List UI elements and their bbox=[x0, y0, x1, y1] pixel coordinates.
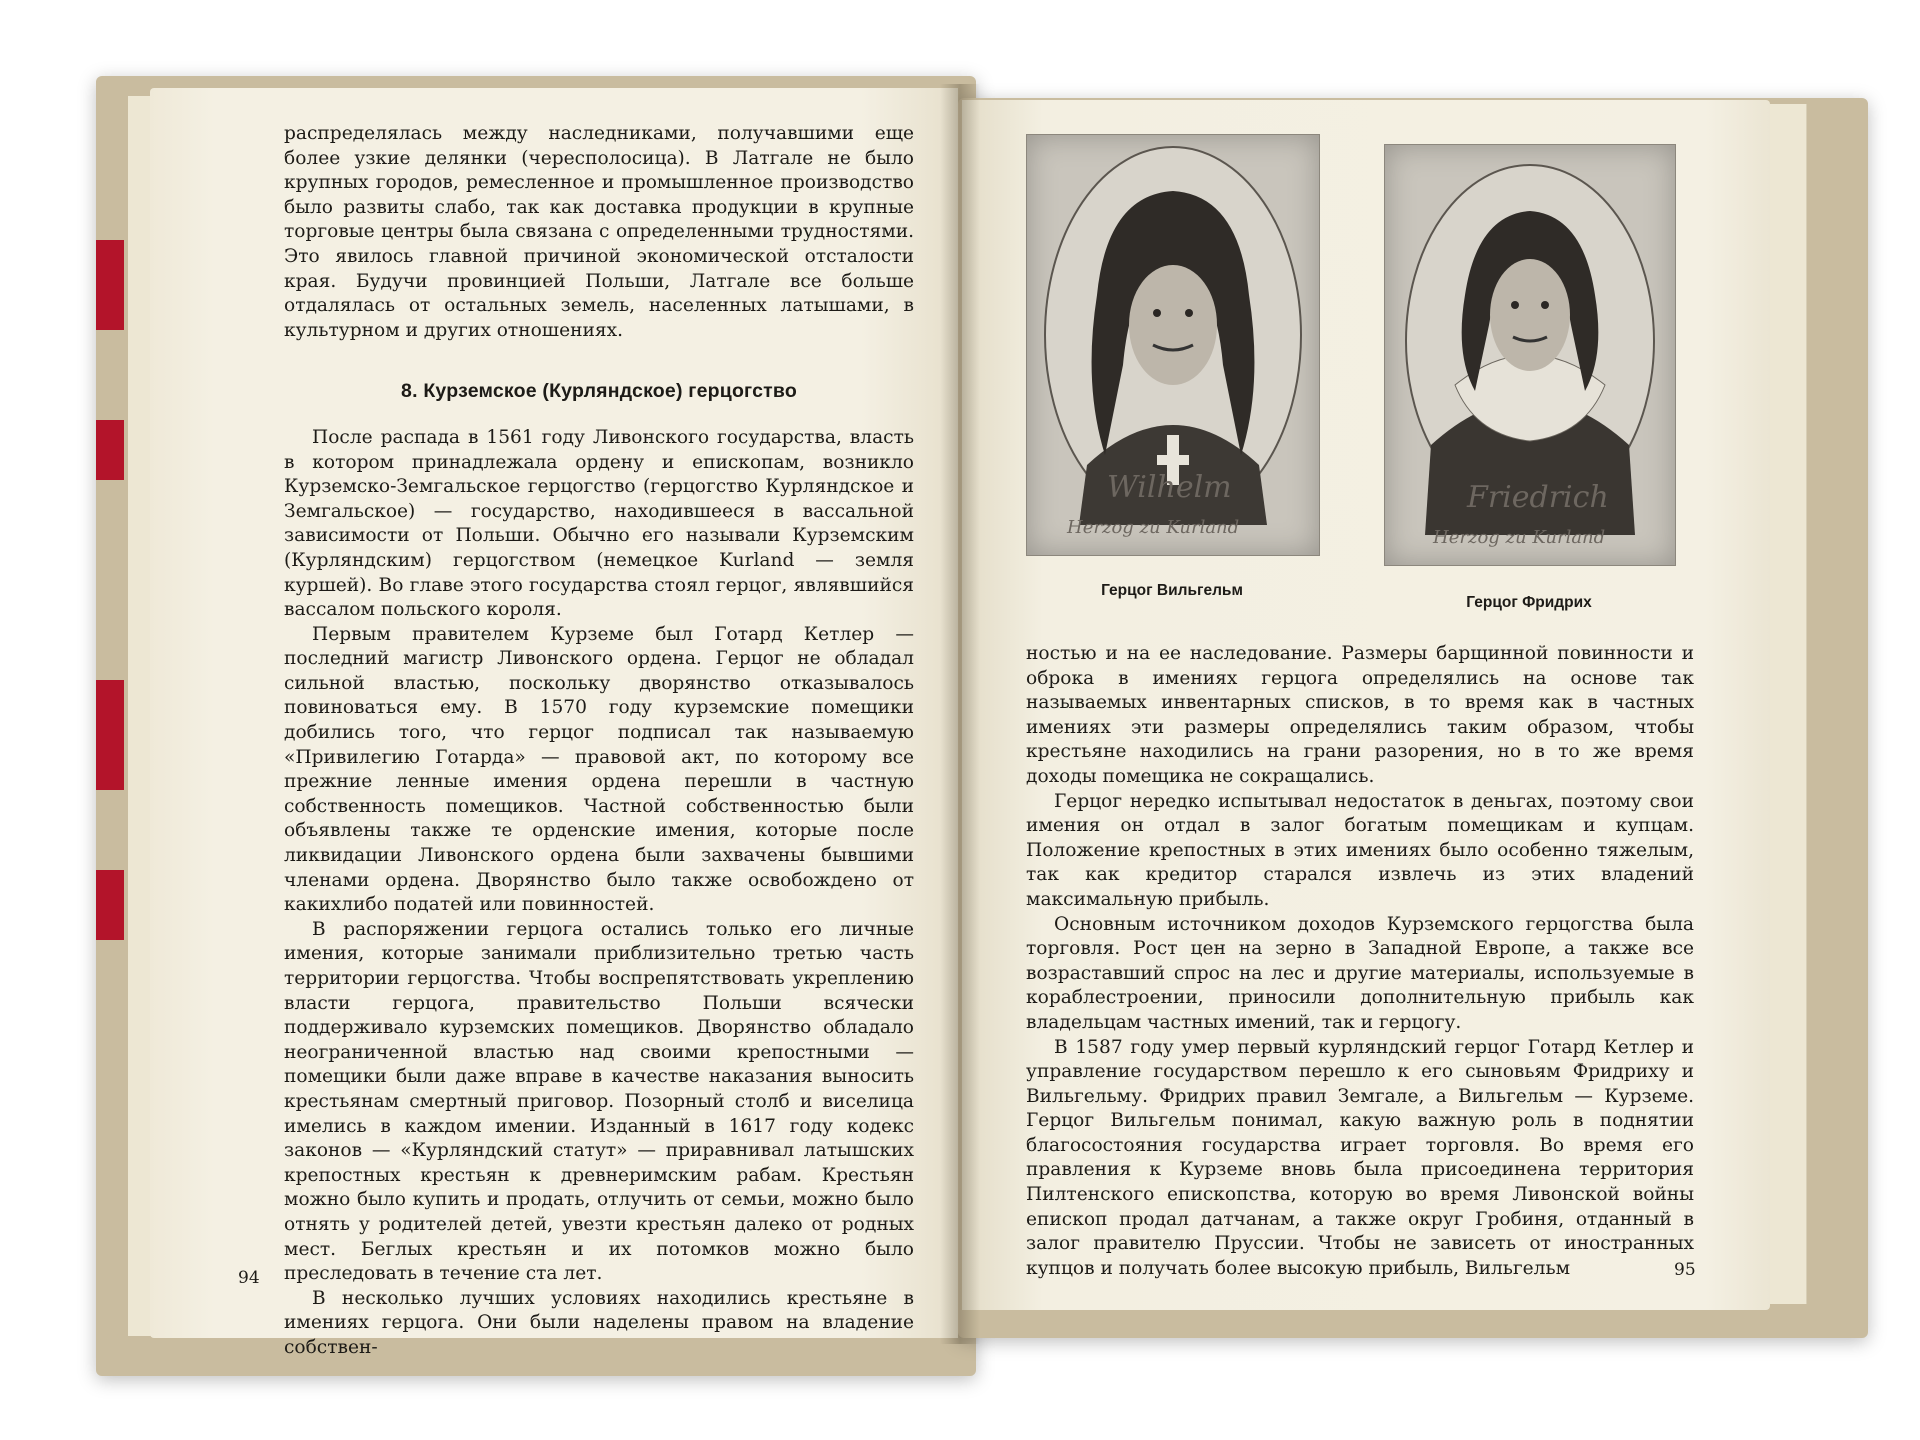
paragraph: Первым правителем Курземе был Готард Кетлер — последний магистр Ливонского ордена. Герцог не обладал сильной властью, поскольку дворянство отказывалось повиноваться ему. В 1570 году курземские помещики добились того, что герцог подписал так называемую «Привилегию Готарда» — правовой акт, по которому все прежние ленные имения ордена перешли в частную собственность помещиков. Частной собственностью были объявлены также те орденские имения, которые после ликвидации Ливонского ордена были захвачены бывшими членами ордена. Дворянство было также освобождено от какихлибо податей или повинностей. bbox=[284, 623, 914, 916]
paragraph: ностью и на ее наследование. Размеры барщинной повинности и оброка в имениях герцога определялись на основе так называемых инвентарных списков, в то время как в частных имениях эти размеры определялись таким образом, чтобы крестьяне находились на грани разорения, но в то же время доходы помещика не сокращались. bbox=[1026, 643, 1694, 787]
spine-red-stripe bbox=[96, 870, 124, 940]
paragraph: В несколько лучших условиях находились крестьяне в имениях герцога. Они были наделены правом на владение собствен- bbox=[284, 1287, 914, 1358]
paragraph: После распада в 1561 году Ливонского государства, власть в котором принадлежала ордену и епископам, возникло Курземско-Земгальское герцогство (герцогство Курляндское и Земгальское) — государство, находившееся в вассальной зависимости от Польши. Обычно его называли Курземским (Курляндским) герцогством (немецкое Kurland — земля куршей). Во главе этого государства стоял герцог, являвшийся вассалом польского короля. bbox=[284, 426, 914, 621]
portrait-caption: Герцог Вильгельм bbox=[1101, 582, 1243, 599]
right-page bbox=[962, 100, 1770, 1310]
section-title: 8. Курземское (Курляндское) герцогство bbox=[401, 380, 797, 403]
paragraph: Герцог нередко испытывал недостаток в деньгах, поэтому свои имения он отдал в залог богатым помещикам и купцам. Положение крепостных в этих имениях было особенно тяжелым, так как кредитор старался извлечь из этих владений максимальную прибыль. bbox=[1026, 790, 1694, 910]
book-gutter bbox=[940, 84, 980, 1344]
paragraph: распределялась между наследниками, получавшими еще более узкие делянки (чересполосица). В Латгале не было крупных городов, ремесленное и промышленное производство было развиты слабо, так как доставка продукции в крупные торговые центры была связана с определенными трудностями. Это явилось главной причиной экономической отсталости края. Будучи провинцией Польши, Латгале все больше отдалялась от остальных земель, населенных латышами, в культурном и других отношениях. bbox=[284, 123, 914, 341]
page-number: 94 bbox=[238, 1268, 260, 1288]
signature-name: Wilhelm bbox=[1107, 470, 1232, 505]
paragraph: В распоряжении герцога остались только его личные имения, которые занимали приблизительно третью часть территории герцогства. Чтобы воспрепятствовать укреплению власти герцога, правительство Польши всячески поддерживало курземских помещиков. Дворянство обладало неограниченной властью над своими крепостными — помещики были даже вправе в качестве наказания выносить крестьянам смертный приговор. Позорный столб и виселица имелись в каждом имении. Изданный в 1617 году кодекс законов — «Курляндский статут» — приравнивал латышских крепостных крестьян к древнеримским рабам. Крестьян можно было купить и продать, отлучить от семьи, можно было отнять у родителей детей, увезти крестьян далеко от родных мест. Беглых крестьян и их потомков можно было преследовать в течение ста лет. bbox=[284, 918, 914, 1285]
signature-title: Herzog zu Kurland bbox=[1433, 527, 1606, 548]
paragraph: В 1587 году умер первый курляндский герцог Готард Кетлер и управление государством перешло к его сыновьям Фридриху и Вильгельму. Фридрих правил Земгале, а Вильгельм — Курземе. Герцог Вильгельм понимал, какую важную роль в поднятии благосостояния государства играет торговля. Во время его правления к Курземе вновь была присоединена территория Пилтенского епископства, которую во время Ливонской войны епископ продал датчанам, а также округ Гробиня, отданный в залог правителю Пруссии. Чтобы не зависеть от иностранных купцов и получать более высокую прибыль, Вильгельм bbox=[1026, 1036, 1694, 1279]
signature-name: Friedrich bbox=[1467, 480, 1609, 515]
signature-title: Herzog zu Kurland bbox=[1067, 517, 1240, 538]
portrait-wilhelm bbox=[1026, 134, 1320, 556]
spine-red-stripe bbox=[96, 680, 124, 790]
left-page bbox=[150, 88, 958, 1358]
left-page-text bbox=[284, 122, 914, 1361]
paragraph: Основным источником доходов Курземского герцогства была торговля. Рост цен на зерно в Западной Европе, а также все возраставший спрос на лес и другие материалы, используемые в кораблестроении, приносили дополнительную прибыль как владельцам частных имений, так и герцогу. bbox=[1026, 913, 1694, 1033]
right-page-text bbox=[1026, 642, 1694, 1281]
portrait-engraving-icon bbox=[1027, 135, 1319, 555]
spine-red-stripe bbox=[96, 240, 124, 330]
portrait-engraving-icon bbox=[1385, 145, 1675, 565]
portrait-caption: Герцог Фридрих bbox=[1466, 594, 1592, 611]
portrait-friedrich bbox=[1384, 144, 1676, 566]
spine-red-stripe bbox=[96, 420, 124, 480]
page-number: 95 bbox=[1674, 1260, 1696, 1280]
